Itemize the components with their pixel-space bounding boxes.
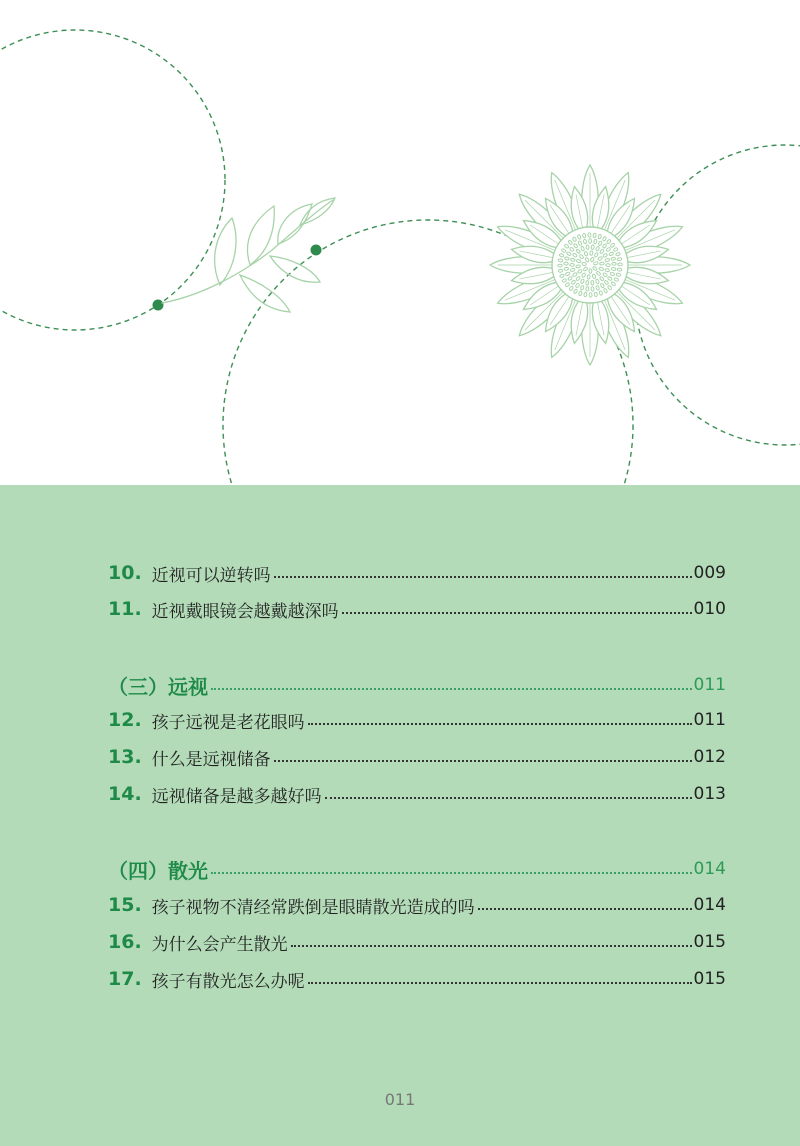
toc-entry-number: 12. (108, 709, 142, 731)
dot-leader (308, 723, 692, 725)
toc-entry[interactable] (108, 742, 726, 772)
toc-entry-title: 孩子视物不清经常跌倒是眼睛散光造成的吗 (151, 897, 475, 918)
toc-entry-title: 近视可以逆转吗 (151, 565, 271, 586)
toc-entry-page: 013 (693, 784, 726, 804)
dot-leader (291, 945, 692, 947)
toc-entry[interactable] (108, 558, 726, 588)
toc-entry-page: 010 (693, 599, 726, 619)
toc-entry[interactable] (108, 779, 726, 809)
toc-entry[interactable] (108, 927, 726, 957)
toc-entry-title: 近视戴眼镜会越戴越深吗 (151, 601, 339, 622)
toc-entry-title: 什么是远视储备 (151, 749, 271, 770)
toc-entry-page: 015 (693, 969, 726, 989)
leaf-branch-icon (162, 198, 335, 312)
toc-entry-title: 为什么会产生散光 (151, 934, 288, 955)
toc-entry-page: 011 (693, 710, 726, 730)
dot-leader (211, 872, 692, 874)
dot-leader (308, 982, 692, 984)
toc-entry-title: 孩子远视是老花眼吗 (151, 712, 305, 733)
toc-section-page: 014 (693, 859, 726, 879)
toc-entry-number: 15. (108, 894, 142, 916)
dashed-circle-left (0, 30, 225, 330)
dot-leader (342, 612, 692, 614)
dot-leader (478, 908, 692, 910)
toc-entry-number: 13. (108, 746, 142, 768)
toc-entry-page: 015 (693, 932, 726, 952)
toc-entry-page: 012 (693, 747, 726, 767)
toc-entry[interactable] (108, 890, 726, 920)
toc-entry-number: 17. (108, 968, 142, 990)
decorative-illustration (0, 0, 800, 485)
toc-entry[interactable] (108, 594, 726, 624)
toc-entry-number: 14. (108, 783, 142, 805)
dot-leader (325, 797, 692, 799)
toc-section-title: （三）远视 (108, 674, 208, 699)
toc-entry-number: 10. (108, 562, 142, 584)
toc-entry[interactable] (108, 705, 726, 735)
toc-section-title: （四）散光 (108, 858, 208, 883)
dot-leader (274, 576, 692, 578)
sunflower-icon (490, 165, 690, 365)
toc-entry-number: 11. (108, 598, 142, 620)
dot-leader (211, 688, 692, 690)
dot-marker (311, 245, 322, 256)
toc-entry-page: 009 (693, 563, 726, 583)
toc-section-page: 011 (693, 675, 726, 695)
toc-section-heading[interactable] (108, 854, 726, 884)
toc-section-heading[interactable] (108, 670, 726, 700)
toc-entry-page: 014 (693, 895, 726, 915)
dot-leader (274, 760, 692, 762)
toc-entry-number: 16. (108, 931, 142, 953)
page-number: 011 (384, 1090, 416, 1109)
toc-entry-title: 孩子有散光怎么办呢 (151, 971, 305, 992)
toc-entry-title: 远视储备是越多越好吗 (151, 786, 322, 807)
toc-entry[interactable] (108, 964, 726, 994)
dot-marker (153, 300, 164, 311)
